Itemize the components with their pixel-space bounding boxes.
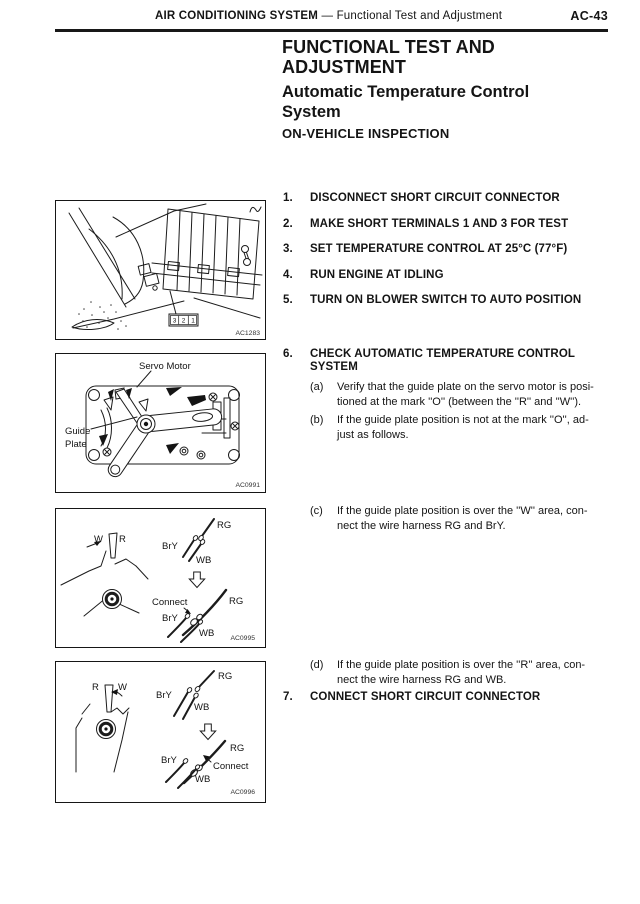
figure-adjust-r-area bbox=[55, 661, 266, 803]
figure-3-illustration bbox=[56, 509, 265, 647]
text-line: Verify that the guide plate on the servo motor is posi- bbox=[337, 381, 594, 393]
wire-label-rg-bottom: RG bbox=[229, 596, 244, 607]
step-text: TURN ON BLOWER SWITCH TO AUTO POSITION bbox=[310, 294, 582, 306]
substep-a-text bbox=[337, 380, 594, 410]
substep-c bbox=[310, 504, 618, 534]
wire-label-rg-bottom: RG bbox=[230, 743, 245, 754]
servo-motor-label: Servo Motor bbox=[139, 361, 191, 372]
figure-short-circuit-connector bbox=[55, 200, 266, 340]
step-text: DISCONNECT SHORT CIRCUIT CONNECTOR bbox=[310, 192, 560, 204]
connect-label: Connect bbox=[152, 597, 188, 608]
screw-x-2 bbox=[209, 393, 217, 401]
wire-label-wb-bottom: WB bbox=[195, 774, 211, 785]
screw-x-3 bbox=[103, 448, 111, 456]
substep-c-label: (c) bbox=[310, 505, 323, 517]
down-arrow-icon bbox=[200, 724, 215, 740]
header-rule bbox=[55, 29, 608, 32]
subsystem-title: Automatic Temperature Control System bbox=[282, 83, 530, 121]
guide-plate-leader bbox=[91, 417, 137, 429]
substep-d-text bbox=[337, 658, 585, 688]
guide-plate-pointer-drawing bbox=[76, 685, 129, 772]
step-3 bbox=[283, 243, 618, 256]
text-line: nect the wire harness RG and WB. bbox=[337, 674, 507, 686]
wire-label-bry-top: BrY bbox=[162, 541, 178, 552]
text-line: If the guide plate position is over the ''R'' area, con- bbox=[337, 659, 586, 671]
screw-x-4 bbox=[231, 422, 239, 430]
step-text: MAKE SHORT TERMINALS 1 AND 3 FOR TEST bbox=[310, 217, 569, 230]
figure-servo-motor bbox=[55, 353, 266, 493]
figure-code: AC0991 bbox=[235, 482, 260, 489]
text-line: If the guide plate position is not at the mark ''O'', ad- bbox=[337, 414, 589, 426]
text-line: just as follows. bbox=[337, 429, 409, 441]
header-section-title: AIR CONDITIONING SYSTEM bbox=[155, 10, 319, 22]
wire-label-wb-top: WB bbox=[194, 702, 210, 713]
substep-c-text bbox=[337, 504, 588, 534]
under-dash-drawing bbox=[69, 204, 262, 330]
connect-label: Connect bbox=[213, 761, 249, 772]
step-number: 5. bbox=[283, 294, 293, 306]
guide-plate-label-line2: Plate bbox=[65, 439, 87, 450]
terminal-1-label: 1 bbox=[191, 317, 195, 325]
wire-label-rg-top: RG bbox=[217, 520, 232, 531]
step-text: CONNECT SHORT CIRCUIT CONNECTOR bbox=[310, 691, 541, 703]
step-text: RUN ENGINE AT IDLING bbox=[310, 268, 444, 281]
figure-adjust-w-area bbox=[55, 508, 266, 648]
mark-r-label: R bbox=[119, 534, 126, 545]
guide-plate-pointer-drawing bbox=[61, 533, 148, 616]
step-5 bbox=[283, 294, 618, 307]
figure-code: AC0995 bbox=[230, 635, 255, 642]
substep-d bbox=[310, 658, 618, 688]
terminal-3-label: 3 bbox=[172, 317, 177, 325]
down-arrow-icon bbox=[189, 572, 204, 588]
substep-a bbox=[310, 380, 618, 410]
step-4 bbox=[283, 269, 618, 282]
substep-b-label: (b) bbox=[310, 414, 324, 426]
wire-label-bry-bottom: BrY bbox=[161, 755, 177, 766]
substep-b bbox=[310, 413, 618, 443]
screw-ring-1 bbox=[180, 447, 188, 455]
procedure-steps bbox=[283, 192, 618, 320]
figure-4-illustration bbox=[56, 662, 265, 802]
step-number: 7. bbox=[283, 691, 293, 703]
figure-code: AC1283 bbox=[235, 330, 260, 337]
step-number: 1. bbox=[283, 192, 293, 204]
header-topic: — Functional Test and Adjustment bbox=[321, 10, 503, 22]
wire-label-wb-top: WB bbox=[196, 555, 212, 566]
terminal-2-label: 2 bbox=[181, 317, 186, 325]
text-line: nect the wire harness RG and BrY. bbox=[337, 520, 506, 532]
guide-plate-label-line1: Guide bbox=[65, 426, 91, 437]
text-line: If the guide plate position is over the ''W'' area, con- bbox=[337, 505, 588, 517]
page-title: FUNCTIONAL TEST AND ADJUSTMENT bbox=[282, 37, 495, 77]
step-text: SET TEMPERATURE CONTROL AT 25°C (77°F) bbox=[310, 243, 568, 255]
wire-label-bry-top: BrY bbox=[156, 690, 172, 701]
mark-w-label: W bbox=[118, 682, 127, 693]
inspection-heading: ON-VEHICLE INSPECTION bbox=[282, 126, 450, 141]
step-6 bbox=[283, 348, 618, 443]
guide-plate-arm bbox=[106, 388, 223, 479]
mark-r-label: R bbox=[92, 682, 99, 693]
wire-label-wb-bottom: WB bbox=[199, 628, 215, 639]
mark-w-label: W bbox=[94, 534, 103, 545]
step-7 bbox=[283, 691, 618, 704]
page-number: AC-43 bbox=[570, 9, 608, 23]
step-number: 6. bbox=[283, 348, 293, 360]
wire-label-bry-bottom: BrY bbox=[162, 613, 178, 624]
substep-d-label: (d) bbox=[310, 659, 324, 671]
step-number: 2. bbox=[283, 217, 293, 230]
figure-code: AC0996 bbox=[230, 789, 255, 796]
step-2 bbox=[283, 218, 618, 231]
figure-1-illustration bbox=[56, 201, 265, 339]
figure-2-illustration bbox=[56, 354, 265, 492]
step-1 bbox=[283, 192, 618, 205]
text-line: tioned at the mark ''O'' (between the ''R'' and ''W''). bbox=[337, 396, 582, 408]
step-6-header bbox=[283, 348, 618, 374]
substep-b-text bbox=[337, 413, 589, 443]
page-header bbox=[155, 10, 502, 22]
substep-a-label: (a) bbox=[310, 381, 324, 393]
screw-ring-2 bbox=[197, 451, 205, 459]
step-number: 4. bbox=[283, 268, 293, 281]
step-text: CHECK AUTOMATIC TEMPERATURE CONTROL SYSTEM bbox=[310, 348, 575, 373]
step-number: 3. bbox=[283, 243, 293, 255]
wire-label-rg-top: RG bbox=[218, 671, 233, 682]
connector-321 bbox=[169, 314, 198, 326]
